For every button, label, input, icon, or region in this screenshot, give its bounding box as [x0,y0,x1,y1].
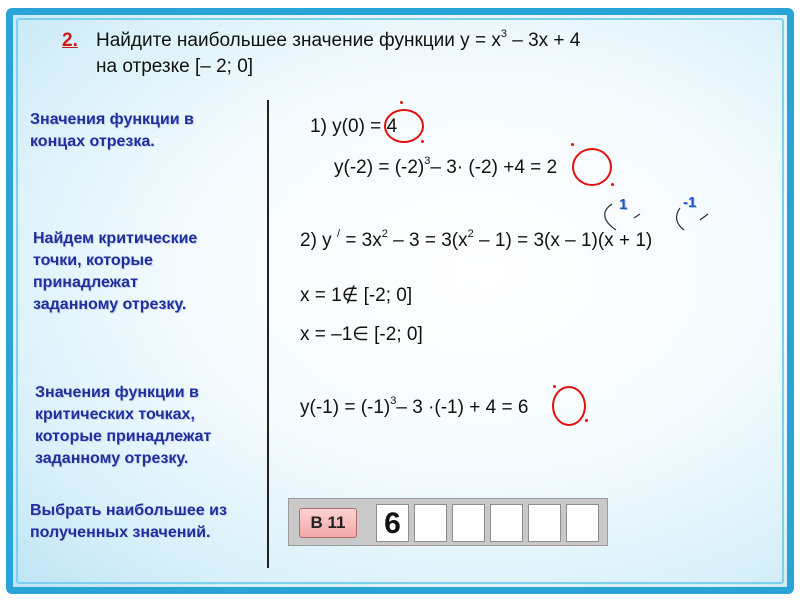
vertical-divider [267,100,269,568]
mark-dot [571,143,574,146]
step2-derivative: 2) у $^/ = 3х^2 - 3 = 3(х^2 - 1) = 3(х - 1)(х + 1)$ [300,228,653,251]
mark-dot [400,101,403,104]
y-minus1-value: 6 [517,397,529,418]
note-find-critical-points: Найдем критические точки, которые принадлежат заданному отрезку. [33,230,198,313]
task-statement-line2: на отрезке [– 2; 0] [96,56,254,77]
task-statement-line1: Найдите наибольшее значение функции $у = х^3 - 3х + 4$ [96,28,581,51]
critical-point-x1: х = 1∉ [-2; 0] [300,285,413,306]
answer-form [288,498,608,546]
root-tag-plus1: 1 [619,196,628,213]
root-tag-minus1: -1 [683,194,697,211]
answer-cell[interactable] [528,504,561,542]
answer-cell[interactable]: 6 [376,504,409,542]
note-endpoint-values: Значения функции в концах отрезка. [30,111,194,150]
y-minus2-value: 2 [546,157,558,178]
mark-dot [553,385,556,388]
mark-dot [611,183,614,186]
step1-y0: 1) у(0) = 4 [310,116,398,137]
answer-cell[interactable] [452,504,485,542]
step1-y-minus2: $у(-2) = (-2)^3-$ 3· (-2) +4 = 2 [334,155,558,178]
critical-point-x2: х = –1∈ [-2; 0] [300,324,423,345]
answer-label-b11: В 11 [299,508,357,538]
step3-y-minus1: $у(-1) = (-1)^3-$ 3 ·(-1) + 4 = 6 [300,395,529,418]
mark-dot [585,419,588,422]
mark-dot [421,140,424,143]
note-critical-values: Значения функции в критических точках, которые принадлежат заданному отрезку. [35,384,212,467]
y-minus1-value-circle [552,386,586,426]
task-number: 2. [62,30,78,51]
y0-value-circle [384,109,424,143]
answer-cell[interactable] [490,504,523,542]
note-choose-max: Выбрать наибольшее из полученных значений. [30,502,227,541]
answer-cell[interactable] [414,504,447,542]
y0-value: 4 [386,116,398,137]
y-minus2-value-circle [572,148,612,186]
answer-cell[interactable] [566,504,599,542]
